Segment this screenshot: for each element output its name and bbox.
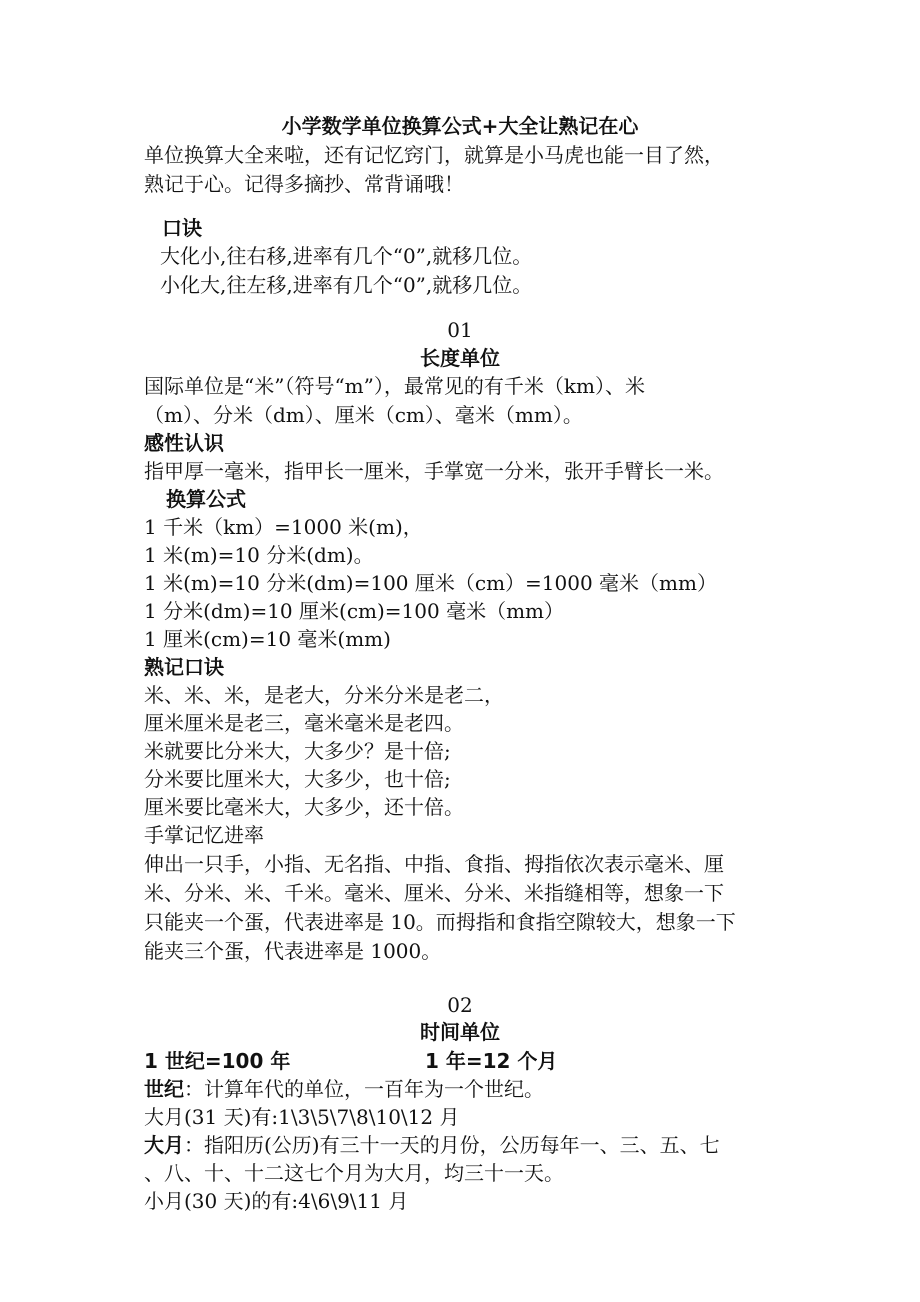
- koujue-heading: 口诀: [162, 216, 202, 240]
- formula-line-2: 1 米(m)=10 分米(dm)。: [144, 543, 374, 567]
- memorize-line-3: 米就要比分米大，大多少？是十倍;: [144, 739, 451, 763]
- section-1-number: 01: [447, 318, 473, 342]
- century-text: ：计算年代的单位，一百年为一个世纪。: [184, 1077, 544, 1101]
- formula-line-3: 1 米(m)=10 分米(dm)=100 厘米（cm）=1000 毫米（mm）: [144, 571, 717, 595]
- length-intro-line-2: （m）、分米（dm）、厘米（cm）、毫米（mm）。: [144, 403, 583, 427]
- intro-line-2: 熟记于心。记得多摘抄、常背诵哦！: [144, 172, 464, 196]
- big-month-definition-line-2: 、八、十、十二这七个月为大月，均三十一天。: [144, 1161, 564, 1185]
- koujue-line-2: 小化大,往左移,进率有几个“0”,就移几位。: [160, 273, 533, 297]
- memorize-line-2: 厘米厘米是老三，毫米毫米是老四。: [144, 711, 464, 735]
- year-formula: 1 年=12 个月: [425, 1049, 558, 1073]
- memorize-line-1: 米、米、米，是老大，分米分米是老二，: [144, 683, 504, 707]
- perception-heading: 感性认识: [144, 431, 224, 455]
- section-2-title: 时间单位: [420, 1020, 500, 1044]
- century-formula: 1 世纪=100 年: [144, 1049, 291, 1073]
- big-month-label: 大月: [144, 1133, 184, 1157]
- intro-line-1: 单位换算大全来啦，还有记忆窍门，就算是小马虎也能一目了然，: [144, 143, 724, 167]
- big-month-text: ：指阳历(公历)有三十一天的月份，公历每年一、三、五、七: [184, 1133, 720, 1157]
- memorize-line-4: 分米要比厘米大，大多少，也十倍;: [144, 767, 451, 791]
- section-1-title: 长度单位: [420, 346, 500, 370]
- perception-text: 指甲厚一毫米，指甲长一厘米，手掌宽一分米，张开手臂长一米。: [144, 459, 724, 483]
- formula-line-5: 1 厘米(cm)=10 毫米(mm): [144, 627, 391, 651]
- formula-line-1: 1 千米（km）=1000 米(m)，: [144, 515, 423, 539]
- formula-line-4: 1 分米(dm)=10 厘米(cm)=100 毫米（mm）: [144, 599, 565, 623]
- century-label: 世纪: [144, 1077, 184, 1101]
- koujue-line-1: 大化小,往右移,进率有几个“0”,就移几位。: [160, 244, 533, 268]
- section-2-number: 02: [447, 993, 473, 1017]
- memorize-heading: 熟记口诀: [144, 655, 224, 679]
- document-title: 小学数学单位换算公式+大全让熟记在心: [281, 114, 639, 138]
- length-intro-line-1: 国际单位是“米”（符号“m”），最常见的有千米（km）、米: [144, 374, 645, 398]
- palm-line-1: 伸出一只手，小指、无名指、中指、食指、拇指依次表示毫米、厘: [144, 852, 724, 876]
- memorize-line-5: 厘米要比毫米大，大多少，还十倍。: [144, 795, 464, 819]
- palm-line-3: 只能夹一个蛋，代表进率是 10。而拇指和食指空隙较大，想象一下: [144, 910, 736, 934]
- palm-line-4: 能夹三个蛋，代表进率是 1000。: [144, 939, 442, 963]
- century-definition: [144, 1075, 544, 1103]
- palm-line-2: 米、分米、米、千米。毫米、厘米、分米、米指缝相等，想象一下: [144, 881, 724, 905]
- formula-heading: 换算公式: [166, 487, 246, 511]
- big-month-definition-line-1: [144, 1131, 720, 1159]
- big-month-list: 大月(31 天)有:1\3\5\7\8\10\12 月: [144, 1105, 460, 1129]
- palm-heading: 手掌记忆进率: [144, 823, 264, 847]
- small-month-list: 小月(30 天)的有:4\6\9\11 月: [144, 1189, 409, 1213]
